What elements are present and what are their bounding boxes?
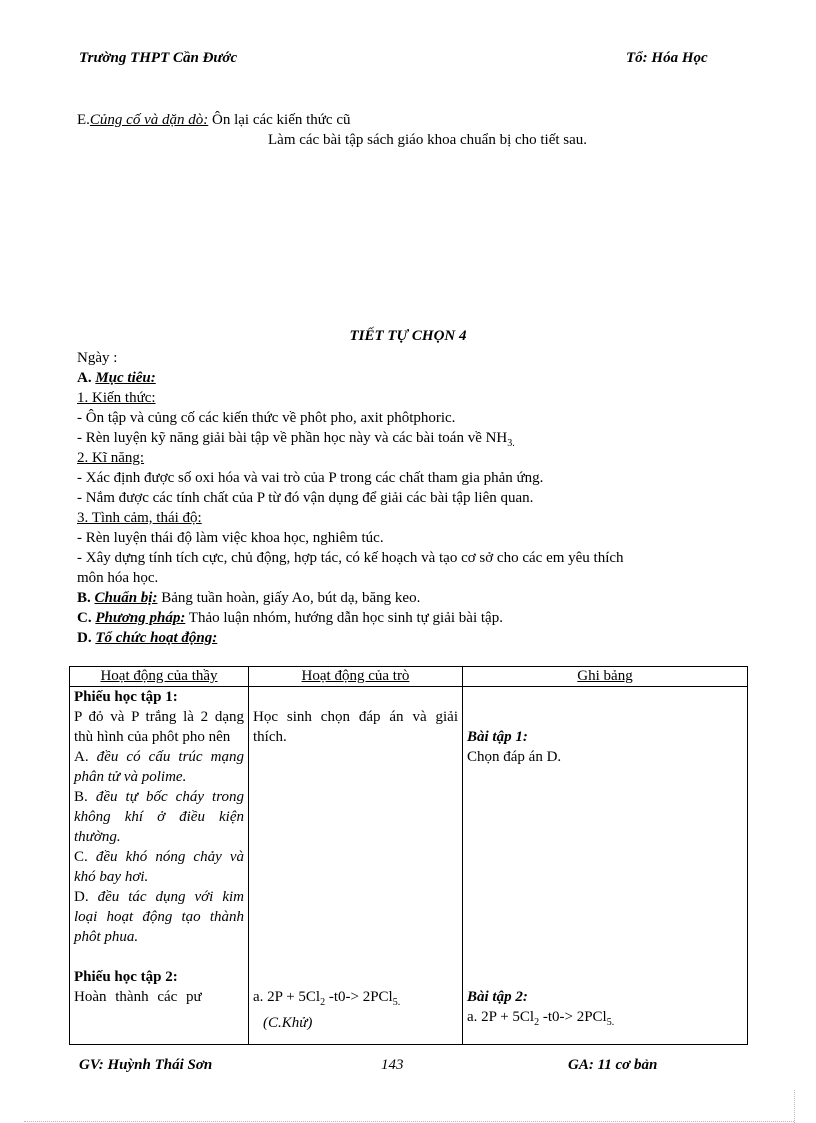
knowledge-label: 1. Kiến thức:: [77, 390, 156, 406]
organization-heading: [77, 628, 217, 648]
option-a: A. đều có cấu trúc mạng phân tử và polime.: [74, 749, 244, 785]
skills-heading: [77, 448, 144, 468]
skills-item-1: - Xác định được số oxi hóa và vai trò của P trong các chất tham gia phản ứng.: [77, 470, 544, 486]
student-cell: [249, 687, 463, 1045]
student-equation-a: a. $2P + 5Cl_2$ -t0-> 2PCl$_{5.}$: [253, 989, 401, 1008]
knowledge-item-1: - Ôn tập và củng cố các kiến thức về phôt pho, axit phôtphoric.: [77, 410, 456, 426]
prep-prefix: B.: [77, 590, 91, 606]
prep-text: Bảng tuần hoàn, giấy Ao, bút dạ, băng keo.: [157, 590, 421, 606]
footer-teacher: GV: Huỳnh Thái Sơn: [79, 1057, 213, 1073]
header-board: Ghi bảng: [463, 667, 748, 687]
activity-table: [69, 666, 748, 1045]
skills-label: 2. Kĩ năng:: [77, 450, 145, 466]
lesson-title: TIẾT TỰ CHỌN 4: [349, 328, 467, 344]
student-answer-1: Học sinh chọn đáp án và giải thích.: [253, 709, 458, 745]
knowledge-item-2-text: - Rèn luyện kỹ năng giải bài tập về phần học này và các bài toán về NH: [77, 430, 508, 446]
sheet2-title: Phiếu học tập 2:: [74, 969, 178, 985]
attitude-item-2b: môn hóa học.: [77, 570, 159, 586]
page-edge-vertical: [794, 1090, 795, 1123]
table-row: [70, 687, 748, 1045]
method-line: [77, 608, 503, 628]
table-header-row: [70, 667, 748, 687]
sheet1-title: Phiếu học tập 1:: [74, 689, 178, 705]
header-student: Hoạt động của trò: [249, 667, 463, 687]
option-d: D. đều tác dụng với kim loại hoạt động tạo thành phôt phua.: [74, 889, 244, 945]
attitude-item-1: - Rèn luyện thái độ làm việc khoa học, nghiêm túc.: [77, 530, 384, 546]
section-e-line1: Ôn lại các kiến thức cũ: [212, 112, 351, 128]
section-e-line2: Làm các bài tập sách giáo khoa chuẩn bị cho tiết sau.: [268, 132, 588, 148]
method-text: Thảo luận nhóm, hướng dẫn học sinh tự giải bài tập.: [185, 610, 503, 626]
exercise1-title: Bài tập 1:: [467, 729, 528, 745]
board-equation-a: a. $2P + 5Cl_2$ -t0-> 2PCl$_{5.}$: [467, 1009, 615, 1028]
footer-grade: GA: 11 cơ bản: [568, 1057, 658, 1073]
objective-heading: [77, 368, 156, 388]
date-line: Ngày :: [77, 350, 118, 366]
preparation-line: [77, 588, 420, 608]
school-name: Trường THPT Cần Đước: [79, 50, 238, 66]
sheet2-question: Hoàn thành các pư: [74, 989, 202, 1005]
department-name: Tổ: Hóa Học: [626, 50, 708, 66]
org-prefix: D.: [77, 630, 92, 646]
knowledge-item-2-sub: 3.: [507, 438, 515, 449]
section-e-prefix: E.: [77, 112, 90, 128]
student-note: (C.Khử): [263, 1015, 313, 1031]
board-cell: [463, 687, 748, 1045]
attitude-item-2a: - Xây dựng tính tích cực, chủ động, hợp tác, có kế hoạch và tạo cơ sở cho các em yêu thích: [77, 550, 624, 566]
page-number: 143: [381, 1057, 404, 1073]
attitude-label: 3. Tình cảm, thái độ:: [77, 510, 202, 526]
teacher-cell: [70, 687, 249, 1045]
attitude-heading: [77, 508, 202, 528]
exercise1-answer: Chọn đáp án D.: [467, 749, 562, 765]
page-edge-divider: [24, 1121, 794, 1122]
option-b: B. đều tự bốc cháy trong không khí ở điều kiện thường.: [74, 789, 244, 845]
knowledge-heading: [77, 388, 156, 408]
option-c: C. đều khó nóng chảy và khó bay hơi.: [74, 849, 244, 885]
objective-prefix: A.: [77, 370, 92, 386]
org-label: Tổ chức hoạt động:: [95, 630, 218, 646]
skills-item-2: - Nắm được các tính chất của P từ đó vận dụng để giải các bài tập liên quan.: [77, 490, 534, 506]
sheet1-question: P đỏ và P trắng là 2 dạng thù hình của phôt pho nên: [74, 709, 244, 745]
section-e: [77, 110, 351, 130]
objective-label: Mục tiêu:: [95, 370, 156, 386]
method-label: Phương pháp:: [95, 610, 186, 626]
header-teacher: Hoạt động của thầy: [70, 667, 249, 687]
method-prefix: C.: [77, 610, 92, 626]
section-e-label: Củng cố và dặn dò:: [89, 112, 209, 128]
prep-label: Chuẩn bị:: [94, 590, 158, 606]
exercise2-title: Bài tập 2:: [467, 989, 528, 1005]
